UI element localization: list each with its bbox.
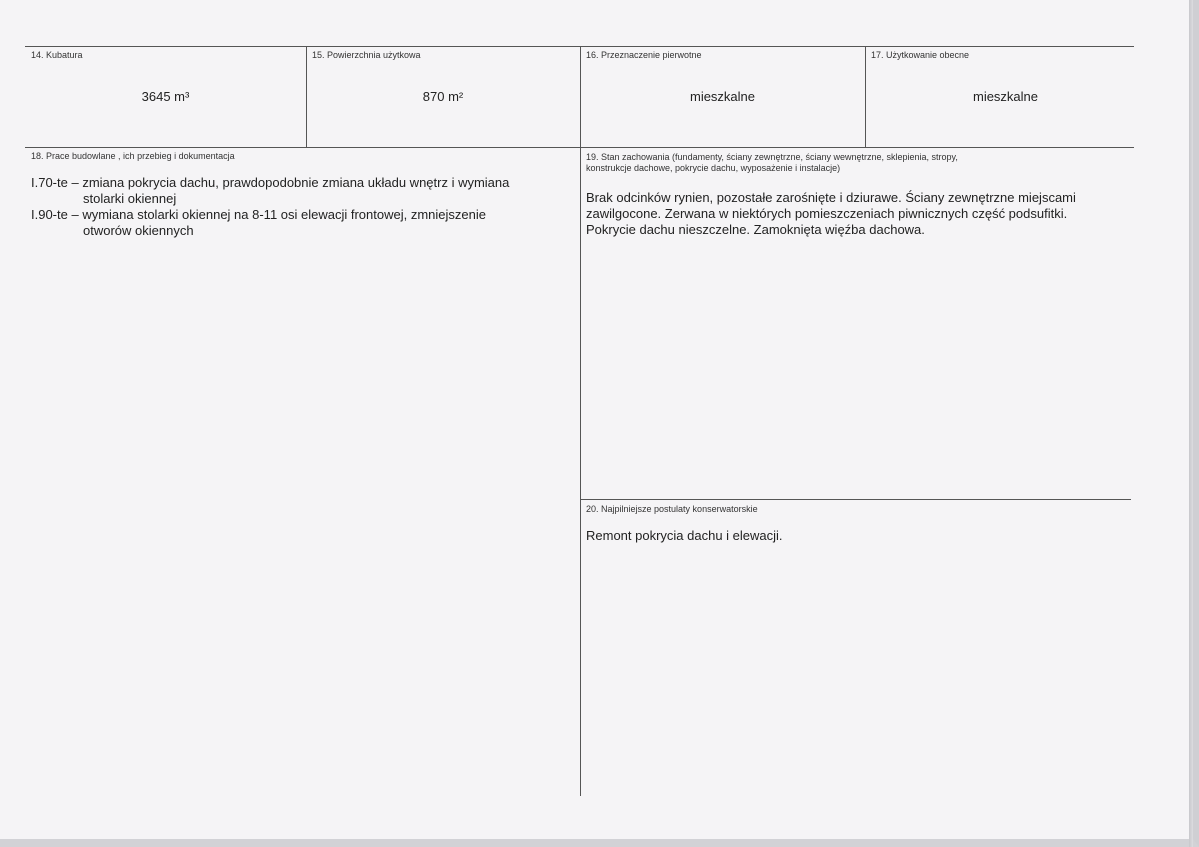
stan-label-line1: 19. Stan zachowania (fundamenty, ściany zewnętrzne, ściany wewnętrzne, sklepienia, stropy,	[586, 152, 958, 162]
uzytkowanie-value: mieszkalne	[972, 89, 1039, 104]
section20-rule	[580, 499, 1131, 500]
przeznaczenie-label: 16. Przeznaczenie pierwotne	[586, 50, 702, 60]
prace-item	[31, 207, 576, 239]
kubatura-value: 3645 m³	[141, 89, 190, 104]
stan-text-line3: Pokrycie dachu nieszczelne. Zamoknięta więźba dachowa.	[586, 222, 925, 237]
stan-text-line1: Brak odcinków rynien, pozostałe zarośnięte i dziurawe. Ściany zewnętrzne miejscami	[586, 190, 1076, 205]
powierzchnia-label: 15. Powierzchnia użytkowa	[312, 50, 421, 60]
stan-label-line2: konstrukcje dachowe, pokrycie dachu, wyposażenie i instalacje)	[586, 163, 841, 173]
przeznaczenie-value: mieszkalne	[689, 89, 756, 104]
card-edge	[1189, 0, 1193, 847]
stan-text	[586, 190, 1146, 238]
prace-item	[31, 175, 576, 207]
prace-item-text-cont: otworów okiennych	[83, 223, 194, 238]
powierzchnia-value: 870 m²	[422, 89, 464, 104]
prace-item-text: wymiana stolarki okiennej na 8-11 osi elewacji frontowej, zmniejszenie	[82, 207, 486, 222]
prace-list	[31, 175, 576, 239]
prace-item-period: I.70-te –	[31, 175, 83, 190]
postulaty-label: 20. Najpilniejsze postulaty konserwatorskie	[586, 504, 758, 514]
postulaty-text: Remont pokrycia dachu i elewacji.	[586, 528, 783, 543]
prace-item-text: zmiana pokrycia dachu, prawdopodobnie zmiana układu wnętrz i wymiana	[82, 175, 510, 190]
prace-label: 18. Prace budowlane , ich przebieg i dokumentacja	[31, 151, 235, 161]
stan-text-line2: zawilgocone. Zerwana w niektórych pomieszczeniach piwnicznych część podsufitki.	[586, 206, 1068, 221]
kubatura-label: 14. Kubatura	[31, 50, 83, 60]
prace-item-period: I.90-te –	[31, 207, 83, 222]
col-divider-main	[580, 46, 581, 796]
prace-item-text-cont: stolarki okiennej	[83, 191, 177, 206]
uzytkowanie-label: 17. Użytkowanie obecne	[871, 50, 970, 60]
